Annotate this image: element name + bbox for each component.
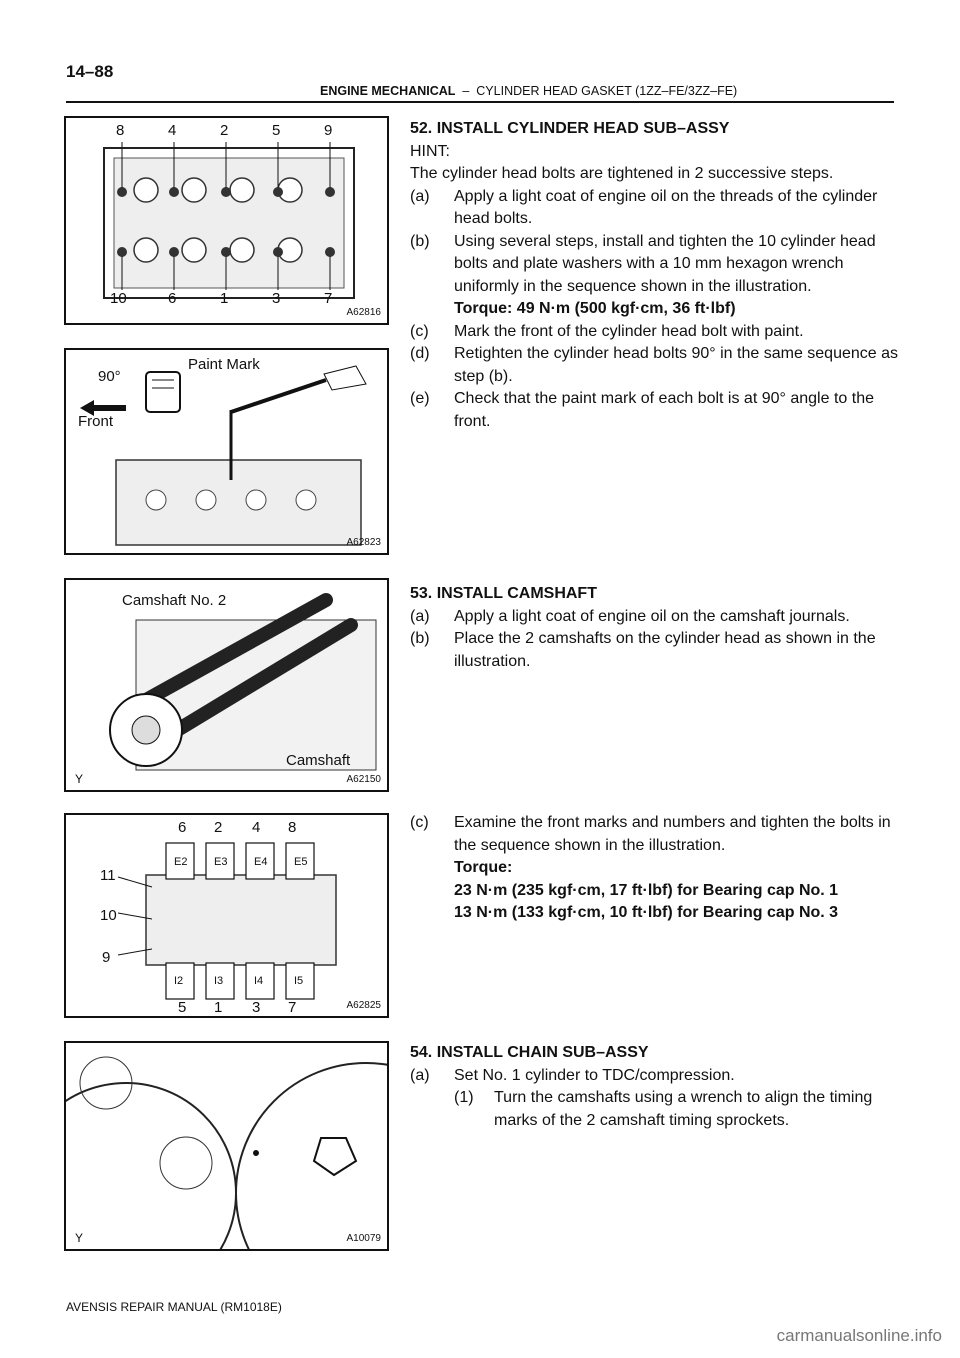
item-text: Examine the front marks and numbers and tighten the bolts in the sequence shown in the illustration. bbox=[454, 814, 891, 854]
watermark: carmanualsonline.info bbox=[776, 1326, 942, 1345]
bolt-number: 9 bbox=[324, 122, 333, 139]
figure-y-mark: Y bbox=[75, 772, 84, 786]
step-item bbox=[410, 1065, 898, 1088]
figure-code: A62816 bbox=[346, 307, 381, 318]
sprocket-drawing bbox=[66, 1043, 389, 1251]
item-text: Using several steps, install and tighten the 10 cylinder head bolts and plate washers with a 10 mm hexagon wrench uniformly in the sequence shown in the illustration. bbox=[454, 232, 876, 295]
torque-spec: 23 N·m (235 kgf·cm, 17 ft·lbf) for Bearing cap No. 1 bbox=[454, 881, 839, 899]
figure-code: A62150 bbox=[346, 774, 381, 785]
item-key: (1) bbox=[454, 1089, 474, 1106]
cap-mark: E3 bbox=[214, 856, 228, 868]
item-key: (c) bbox=[410, 322, 429, 340]
torque-label: Torque: bbox=[454, 859, 513, 876]
step-subitem bbox=[410, 1087, 898, 1132]
bolt-number: 11 bbox=[100, 867, 116, 884]
figure-head-bolt-sequence bbox=[64, 116, 389, 325]
header-section: ENGINE MECHANICAL bbox=[320, 84, 456, 98]
figure-code: A62823 bbox=[346, 537, 381, 548]
figure-bearing-cap-sequence bbox=[64, 813, 389, 1018]
camshaft-no2-label: Camshaft No. 2 bbox=[122, 592, 227, 609]
item-text: Set No. 1 cylinder to TDC/compression. bbox=[454, 1066, 735, 1084]
cap-mark: I3 bbox=[214, 975, 224, 987]
item-text: Retighten the cylinder head bolts 90° in the same sequence as step (b). bbox=[454, 345, 899, 385]
cap-mark: I4 bbox=[254, 975, 264, 987]
figure-code: A10079 bbox=[346, 1233, 381, 1244]
paint-mark-label: Paint Mark bbox=[188, 356, 260, 373]
step-item bbox=[410, 343, 898, 388]
figure-paint-mark bbox=[64, 348, 389, 555]
item-key: (d) bbox=[410, 345, 430, 362]
bolt-number: 6 bbox=[178, 819, 187, 836]
bolt-number: 7 bbox=[324, 290, 333, 307]
cap-mark: E5 bbox=[294, 856, 308, 868]
step-item bbox=[410, 321, 898, 344]
step-title: 53. INSTALL CAMSHAFT bbox=[410, 585, 597, 602]
item-text: Apply a light coat of engine oil on the threads of the cylinder head bolts. bbox=[454, 187, 878, 227]
step-title: 52. INSTALL CYLINDER HEAD SUB–ASSY bbox=[410, 120, 730, 137]
step-item bbox=[410, 812, 898, 925]
cap-mark: E2 bbox=[174, 856, 188, 868]
bolt-number: 2 bbox=[220, 122, 229, 139]
item-key: (a) bbox=[410, 187, 430, 205]
cap-mark: E4 bbox=[254, 856, 268, 868]
bolt-number: 1 bbox=[220, 290, 229, 307]
bolt-number: 4 bbox=[168, 122, 177, 139]
step-item bbox=[410, 606, 898, 629]
item-text: Apply a light coat of engine oil on the camshaft journals. bbox=[454, 607, 850, 625]
item-key: (b) bbox=[410, 630, 430, 647]
item-key: (c) bbox=[410, 814, 429, 831]
bolt-number: 9 bbox=[102, 949, 111, 966]
section-53-c bbox=[410, 812, 898, 925]
torque-spec: Torque: 49 N·m (500 kgf·cm, 36 ft·lbf) bbox=[454, 300, 736, 317]
hint-text: The cylinder head bolts are tightened in 2 successive steps. bbox=[410, 165, 834, 182]
section-52 bbox=[410, 118, 898, 433]
figure-code: A62825 bbox=[346, 1000, 381, 1011]
figure-y-mark: Y bbox=[75, 1231, 84, 1245]
item-text: Check that the paint mark of each bolt is at 90° angle to the front. bbox=[454, 390, 874, 430]
bolt-number: 3 bbox=[252, 999, 261, 1016]
header-dash: – bbox=[462, 84, 470, 98]
item-text: Place the 2 camshafts on the cylinder head as shown in the illustration. bbox=[454, 630, 876, 670]
angle-label: 90° bbox=[98, 368, 121, 385]
running-header bbox=[320, 84, 737, 98]
header-title: CYLINDER HEAD GASKET (1ZZ–FE/3ZZ–FE) bbox=[476, 84, 738, 98]
step-item bbox=[410, 231, 898, 321]
item-text: Turn the camshafts using a wrench to align the timing marks of the 2 camshaft timing sprockets. bbox=[494, 1089, 873, 1129]
bolt-number: 8 bbox=[288, 819, 297, 836]
section-53 bbox=[410, 583, 898, 673]
bolt-number: 6 bbox=[168, 290, 177, 307]
torque-spec: 13 N·m (133 kgf·cm, 10 ft·lbf) for Bearing cap No. 3 bbox=[454, 904, 839, 921]
page-number: 14–88 bbox=[66, 62, 114, 81]
item-key: (a) bbox=[410, 607, 430, 625]
section-54 bbox=[410, 1042, 898, 1132]
figure-camshaft bbox=[64, 578, 389, 792]
camshaft-label: Camshaft bbox=[286, 752, 351, 769]
bolt-number: 7 bbox=[288, 999, 297, 1016]
step-item bbox=[410, 628, 898, 673]
item-text: Mark the front of the cylinder head bolt with paint. bbox=[454, 322, 804, 340]
bolt-number: 10 bbox=[110, 290, 127, 307]
step-item bbox=[410, 186, 898, 231]
step-title: 54. INSTALL CHAIN SUB–ASSY bbox=[410, 1044, 649, 1061]
front-label: Front bbox=[78, 413, 114, 430]
bolt-number: 2 bbox=[214, 819, 223, 836]
cap-mark: I5 bbox=[294, 975, 304, 987]
bolt-number: 10 bbox=[100, 907, 117, 924]
bolt-number: 4 bbox=[252, 819, 261, 836]
bolt-number: 5 bbox=[178, 999, 187, 1016]
step-item bbox=[410, 388, 898, 433]
header-rule bbox=[66, 101, 894, 103]
bolt-number: 3 bbox=[272, 290, 281, 307]
hint-label: HINT: bbox=[410, 142, 450, 160]
item-key: (b) bbox=[410, 232, 430, 250]
bolt-number: 1 bbox=[214, 999, 223, 1016]
bolt-number: 5 bbox=[272, 122, 281, 139]
cap-mark: I2 bbox=[174, 975, 184, 987]
item-key: (a) bbox=[410, 1066, 430, 1084]
page-footer: AVENSIS REPAIR MANUAL (RM1018E) bbox=[66, 1300, 282, 1314]
figure-timing-sprockets bbox=[64, 1041, 389, 1251]
item-key: (e) bbox=[410, 390, 430, 407]
bolt-number: 8 bbox=[116, 122, 125, 139]
